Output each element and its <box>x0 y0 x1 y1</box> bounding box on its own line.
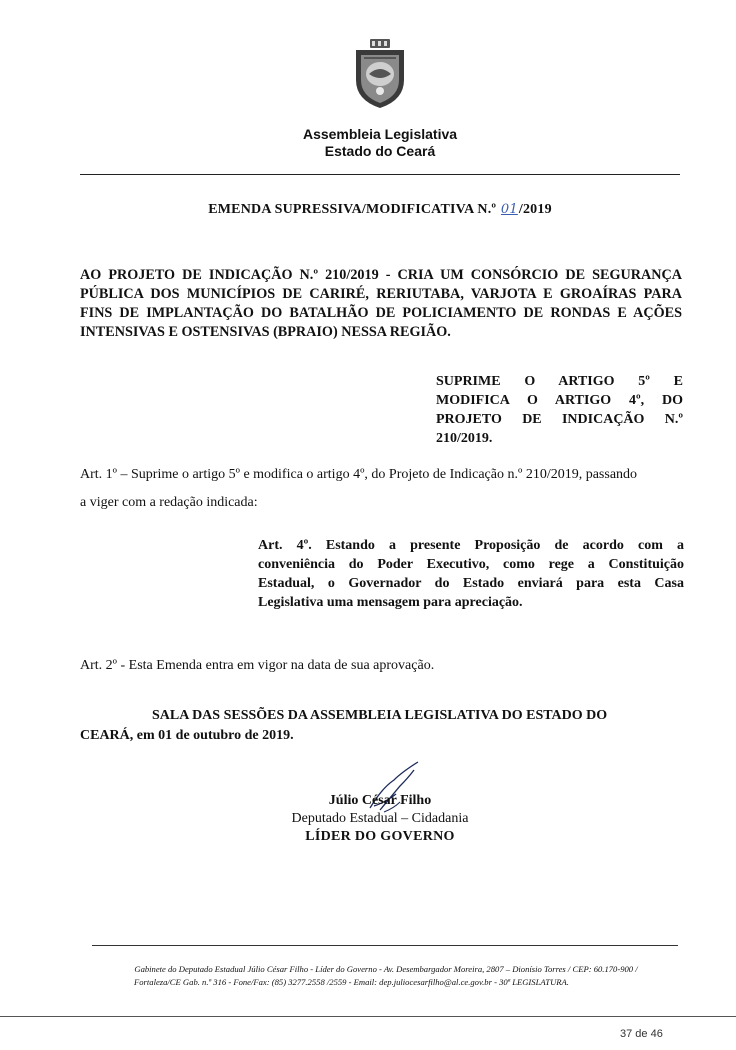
footer-contact-line: Fortaleza/CE Gab. n.º 316 - Fone/Fax: (85) 3277.2558 /2559 - Email: dep.juliocesarfilho@al.ce.gov.br - 30ª LEGISLATURA. <box>134 977 569 987</box>
session-hall-line: SALA DAS SESSÕES DA ASSEMBLEIA LEGISLATIVA DO ESTADO DO <box>152 708 608 723</box>
project-heading <box>80 266 682 342</box>
article-1-line: Art. 1º – Suprime o artigo 5º e modifica o artigo 4º, do Projeto de Indicação n.º 210/2019, passando <box>80 467 638 482</box>
signatory-role: Deputado Estadual – Cidadania <box>291 811 469 826</box>
signatory-title: LÍDER DO GOVERNO <box>305 829 455 844</box>
article-4-line: conveniência do Poder Executivo, como rege a Constituição <box>258 557 684 572</box>
summary-line: SUPRIME O ARTIGO 5º E <box>436 374 683 389</box>
amendment-title-suffix: /2019 <box>518 202 552 217</box>
article-4-quote <box>258 536 684 612</box>
amendment-title-prefix: EMENDA SUPRESSIVA/MODIFICATIVA N.º <box>208 202 497 217</box>
amendment-summary <box>436 372 683 448</box>
summary-line: MODIFICA O ARTIGO 4º, DO <box>436 393 683 408</box>
project-heading-line: PÚBLICA DOS MUNICÍPIOS DE CARIRÉ, RERIUTABA, VARJOTA E GROAÍRAS PARA <box>80 286 682 302</box>
org-state: Estado do Ceará <box>324 143 436 159</box>
summary-line: PROJETO DE INDICAÇÃO N.º <box>436 412 683 427</box>
article-2: Art. 2º - Esta Emenda entra em vigor na data de sua aprovação. <box>80 658 435 673</box>
article-4-line: Estadual, o Governador do Estado enviará para esta Casa <box>258 576 684 591</box>
session-hall-date: CEARÁ, em 01 de outubro de 2019. <box>80 728 294 743</box>
project-heading-line: INTENSIVAS E OSTENSIVAS (BPRAIO) NESSA REGIÃO. <box>80 324 451 340</box>
amendment-title <box>80 202 680 218</box>
summary-line: 210/2019. <box>436 431 493 446</box>
handwritten-signature <box>360 758 430 818</box>
signatory-name: Júlio César Filho <box>328 793 432 808</box>
org-name: Assembleia Legislativa <box>302 126 458 142</box>
page-divider <box>0 1016 736 1017</box>
footer-address-line: Gabinete do Deputado Estadual Júlio César Filho - Líder do Governo - Av. Desembargador Moreira, 2807 – Dionísio Torres / CEP: 60.170-900 / <box>134 964 638 974</box>
header-divider <box>80 174 680 175</box>
footer-divider <box>92 945 678 946</box>
page-number: 37 de 46 <box>620 1028 663 1040</box>
project-heading-line: FINS DE IMPLANTAÇÃO DO BATALHÃO DE POLICIAMENTO DE RONDAS E AÇÕES <box>80 305 682 321</box>
project-heading-line: AO PROJETO DE INDICAÇÃO N.º 210/2019 - CRIA UM CONSÓRCIO DE SEGURANÇA <box>80 267 682 283</box>
article-4-line: Legislativa uma mensagem para apreciação. <box>258 595 523 610</box>
state-seal-icon <box>352 38 408 110</box>
article-1-line: a viger com a redação indicada: <box>80 495 258 510</box>
amendment-number: 01 <box>500 202 518 217</box>
article-4-line: Art. 4º. Estando a presente Proposição de acordo com a <box>258 538 684 553</box>
